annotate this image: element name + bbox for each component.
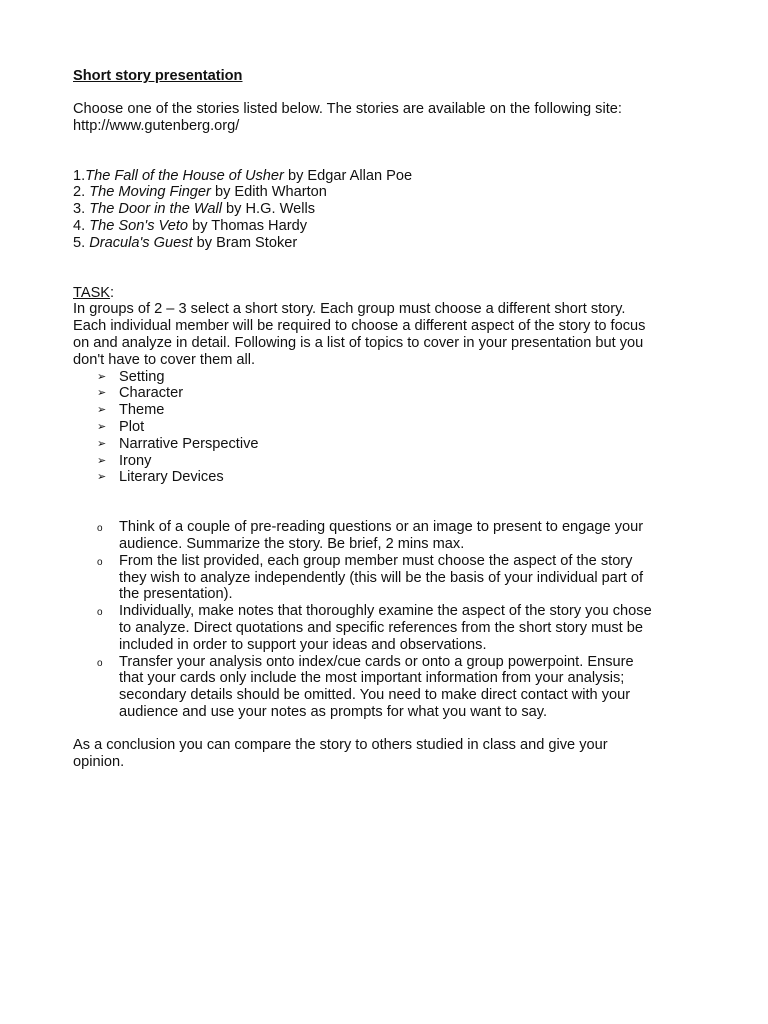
story-item — [73, 235, 713, 252]
story-number: 1. — [73, 167, 86, 184]
document-content — [73, 68, 713, 770]
story-item — [73, 218, 713, 235]
story-number: 5. — [73, 234, 90, 251]
arrow-bullet-icon: ➢ — [97, 387, 107, 400]
conclusion-line: As a conclusion you can compare the story to others studied in class and give your — [73, 736, 608, 753]
story-item — [73, 168, 713, 185]
topic-item — [97, 436, 713, 453]
arrow-bullet-icon: ➢ — [97, 404, 107, 417]
story-author: by Edith Wharton — [210, 184, 327, 201]
step-item — [97, 654, 713, 721]
story-author: by H.G. Wells — [222, 201, 315, 218]
story-author: by Bram Stoker — [192, 234, 298, 251]
topic-label: Irony — [119, 452, 152, 469]
step-line: Think of a couple of pre-reading questions or an image to present to engage your — [119, 519, 644, 536]
arrow-bullet-icon: ➢ — [97, 471, 107, 484]
topic-label: Setting — [119, 368, 165, 385]
story-number: 2. — [73, 184, 90, 201]
arrow-bullet-icon: ➢ — [97, 420, 107, 433]
topic-label: Literary Devices — [119, 469, 224, 486]
step-line: the presentation). — [119, 586, 233, 603]
step-item — [97, 519, 713, 553]
conclusion-paragraph — [73, 737, 713, 771]
step-item — [97, 603, 713, 653]
topic-label: Character — [119, 385, 184, 402]
story-title: The Son's Veto — [89, 217, 189, 234]
topic-list — [73, 369, 713, 487]
step-line: Transfer your analysis onto index/cue cards or onto a group powerpoint. Ensure — [119, 653, 634, 670]
story-author: by Edgar Allan Poe — [283, 167, 413, 184]
arrow-bullet-icon: ➢ — [97, 454, 107, 467]
story-number: 4. — [73, 217, 90, 234]
step-line: audience and use your notes as prompts for what you want to say. — [119, 703, 548, 720]
story-number: 3. — [73, 201, 90, 218]
topic-item — [97, 402, 713, 419]
story-item — [73, 201, 713, 218]
step-line: audience. Summarize the story. Be brief, 2 mins max. — [119, 535, 465, 552]
intro-line: Choose one of the stories listed below. The stories are available on the following site: — [73, 101, 622, 117]
topic-label: Plot — [119, 418, 145, 435]
task-section — [73, 285, 713, 487]
circle-bullet-icon: o — [97, 607, 103, 619]
task-heading-label: TASK — [73, 284, 111, 301]
task-line: Each individual member will be required to choose a different aspect of the story to focus — [73, 318, 646, 335]
task-heading-colon: : — [110, 284, 115, 301]
topic-item — [97, 453, 713, 470]
step-line: that your cards only include the most important information from your analysis; — [119, 670, 625, 687]
topic-label: Theme — [119, 402, 165, 419]
step-line: Individually, make notes that thoroughly examine the aspect of the story you chose — [119, 603, 652, 620]
gutenberg-link[interactable]: http://www.gutenberg.org/ — [73, 117, 240, 134]
topic-item — [97, 469, 713, 486]
topic-item — [97, 369, 713, 386]
step-line: they wish to analyze independently (this will be the basis of your individual part of — [119, 569, 644, 586]
story-title: The Door in the Wall — [89, 201, 222, 218]
conclusion-line: opinion. — [73, 753, 125, 770]
step-line: From the list provided, each group member must choose the aspect of the story — [119, 552, 633, 569]
topic-item — [97, 385, 713, 402]
step-item — [97, 553, 713, 603]
step-line: to analyze. Direct quotations and specific references from the short story must be — [119, 619, 643, 636]
topic-label: Narrative Perspective — [119, 435, 259, 452]
step-list — [73, 519, 713, 721]
task-line: don't have to cover them all. — [73, 351, 256, 368]
story-list — [73, 168, 713, 252]
circle-bullet-icon: o — [97, 523, 103, 535]
step-line: secondary details should be omitted. You need to make direct contact with your — [119, 687, 631, 704]
task-line: on and analyze in detail. Following is a list of topics to cover in your presentation but you — [73, 334, 644, 351]
step-line: included in order to support your ideas and observations. — [119, 636, 487, 653]
arrow-bullet-icon: ➢ — [97, 437, 107, 450]
circle-bullet-icon: o — [97, 657, 103, 669]
task-line: In groups of 2 – 3 select a short story. Each group must choose a different short story. — [73, 301, 626, 318]
story-title: The Moving Finger — [89, 184, 211, 201]
arrow-bullet-icon: ➢ — [97, 370, 107, 383]
story-title: The Fall of the House of Usher — [85, 167, 284, 184]
intro-paragraph — [73, 101, 713, 135]
story-title: Dracula's Guest — [89, 234, 193, 251]
circle-bullet-icon: o — [97, 556, 103, 568]
task-heading — [73, 285, 713, 302]
document-title: Short story presentation — [73, 68, 243, 84]
topic-item — [97, 419, 713, 436]
story-author: by Thomas Hardy — [188, 217, 307, 234]
story-item — [73, 184, 713, 201]
